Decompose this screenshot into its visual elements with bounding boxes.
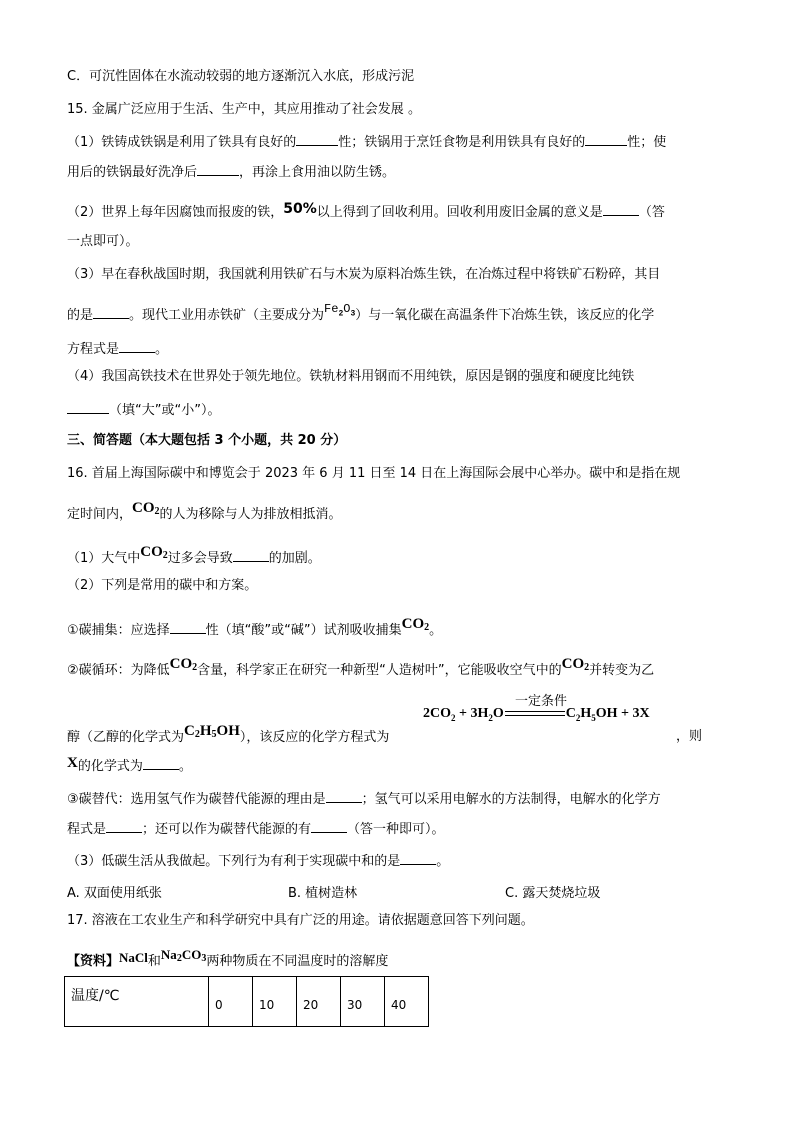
text: 的人为移除与人为排放相抵消。: [159, 507, 342, 522]
text: 的化学式为: [77, 759, 143, 774]
question-16-carbon-cycle: [67, 656, 655, 682]
text: 用后的铁锅最好洗净后: [67, 165, 198, 180]
text: （答: [638, 205, 665, 220]
variable-x: X: [67, 755, 78, 771]
question-16-carbon-cycle-cont: [67, 723, 390, 749]
text: 定时间内，: [67, 507, 133, 522]
question-15-part-4-cont: [67, 401, 220, 419]
text: ③碳替代：选用氢气作为碳替代能源的理由是: [67, 792, 326, 807]
text: （填“大”或“小”）。: [109, 403, 221, 418]
text: ）与一氧化碳在高温条件下冶炼生铁，该反应的化学: [355, 308, 655, 323]
question-16-x-formula: [67, 757, 192, 775]
formula-fe2o3: $Fe_2O_3$: [324, 302, 356, 319]
text: 两种物质在不同温度时的溶解度: [206, 954, 389, 969]
question-16-carbon-substitute: [67, 790, 661, 808]
reaction-condition: 一定条件: [515, 694, 568, 709]
question-15-part-1-cont: [67, 163, 395, 181]
text: 并转变为乙: [589, 663, 655, 678]
text: ②碳循环：为降低: [67, 663, 170, 678]
answer-blank[interactable]: [326, 790, 362, 803]
answer-blank[interactable]: [400, 852, 436, 865]
text: 性；铁锅用于烹饪食物是利用铁具有良好的: [338, 135, 586, 150]
answer-blank[interactable]: [106, 820, 142, 833]
text: ，再涂上食用油以防生锈。: [239, 165, 396, 180]
text: 和: [147, 954, 161, 969]
text: 性；使: [627, 135, 667, 150]
text: ；氢气可以采用电解水的方法制得，电解水的化学方: [361, 792, 661, 807]
formula-co2: $CO_2$: [132, 500, 160, 517]
question-15-part-2-cont: 一点即可）。: [67, 234, 139, 249]
question-16-carbon-capture: [67, 616, 443, 642]
text: ；还可以作为碳替代能源的有: [142, 822, 312, 837]
text: 醇（乙醇的化学式为: [67, 730, 185, 745]
equals-sign: [505, 711, 565, 716]
section-3-heading: 三、简答题（本大题包括 3 个小题，共 20 分）: [67, 433, 347, 448]
text: 。: [178, 759, 192, 774]
answer-blank[interactable]: [67, 401, 109, 414]
question-15-part-3: （3）早在春秋战国时期，我国就利用铁矿石与木炭为原料冶炼生铁，在冶炼过程中将铁矿石粉碎，其目: [67, 267, 661, 282]
text: ，则: [676, 729, 703, 744]
question-14-option-c: C．可沉性固体在水流动较弱的地方逐渐沉入水底，形成污泥: [67, 69, 415, 84]
question-16-part-1: [67, 544, 321, 570]
table-row: [65, 977, 429, 1027]
solubility-table: [64, 976, 429, 1027]
question-15-title: 15. 金属广泛应用于生活、生产中，其应用推动了社会发展 。: [67, 102, 421, 117]
question-17-info: [67, 947, 389, 973]
text: 含量，科学家正在研究一种新型“人造树叶”，它能吸收空气中的: [197, 663, 562, 678]
option-c[interactable]: C. 露天焚烧垃圾: [505, 886, 601, 901]
text: 过多会导致: [167, 551, 233, 566]
option-b[interactable]: B. 植树造林: [288, 886, 358, 901]
question-15-part-2: [67, 203, 665, 221]
text: 程式是: [67, 822, 107, 837]
answer-blank[interactable]: [170, 621, 206, 634]
formula-nacl: NaCl: [119, 950, 148, 965]
question-16-part-3: [67, 852, 449, 870]
text: （1）铁铸成铁锅是利用了铁具有良好的: [67, 135, 297, 150]
question-15-part-4: （4）我国高铁技术在世界处于领先地位。铁轨材料用钢而不用纯铁，原因是钢的强度和硬度比纯铁: [67, 369, 635, 384]
question-16-intro-cont: [67, 500, 342, 526]
text: 。现代工业用赤铁矿（主要成分为: [129, 308, 325, 323]
table-cell: 30: [341, 977, 385, 1027]
formula-co2: $CO_2$: [561, 656, 590, 673]
text: ①碳捕集：应选择: [67, 623, 170, 638]
option-a[interactable]: A. 双面使用纸张: [67, 886, 162, 901]
answer-blank[interactable]: [233, 549, 269, 562]
text: 的是: [67, 308, 94, 323]
text: 以上得到了回收利用。回收利用废旧金属的意义是: [316, 205, 603, 220]
answer-blank[interactable]: [296, 133, 338, 146]
question-16-intro: 16. 首届上海国际碳中和博览会于 2023 年 6 月 11 日至 14 日在上海国际会展中心举办。碳中和是指在规: [67, 466, 681, 481]
question-16-part-2: （2）下列是常用的碳中和方案。: [67, 578, 258, 593]
text: （2）世界上每年因腐蚀而报废的铁，: [67, 205, 284, 220]
table-cell: 0: [209, 977, 253, 1027]
text: 的加剧。: [268, 551, 321, 566]
answer-blank[interactable]: [143, 757, 179, 770]
table-cell: 40: [385, 977, 429, 1027]
table-cell: 20: [297, 977, 341, 1027]
question-15-part-3-cont2: [67, 340, 168, 358]
answer-blank[interactable]: [603, 203, 639, 216]
answer-blank[interactable]: [311, 820, 347, 833]
text: 。: [429, 623, 443, 638]
answer-blank[interactable]: [119, 340, 155, 353]
formula-ethanol: $C_2H_5OH$: [184, 723, 240, 740]
formula-co2: $CO_2$: [140, 544, 168, 561]
answer-blank[interactable]: [585, 133, 627, 146]
formula-co2: $CO_2$: [169, 656, 198, 673]
percent-value: 50%: [283, 201, 317, 217]
question-16-carbon-substitute-cont: [67, 820, 445, 838]
text: 方程式是: [67, 342, 120, 357]
text: （3）低碳生活从我做起。下列行为有利于实现碳中和的是: [67, 854, 401, 869]
answer-blank[interactable]: [93, 306, 129, 319]
answer-blank[interactable]: [197, 163, 239, 176]
text: 性（填“酸”或“碱”）试剂吸收捕集: [205, 623, 402, 638]
table-cell: 10: [253, 977, 297, 1027]
text: 。: [436, 854, 450, 869]
text: 。: [155, 342, 169, 357]
question-15-part-1: [67, 133, 666, 151]
text: ），该反应的化学方程式为: [239, 730, 390, 745]
formula-co2: $CO_2$: [401, 616, 430, 633]
equation-body: $2CO_2 + 3H_2O$ $C_2H_5OH + 3X$: [423, 706, 650, 723]
formula-na2co3: $Na_2CO_3$: [160, 947, 207, 964]
question-17-intro: 17. 溶液在工农业生产和科学研究中具有广泛的用途。请依据题意回答下列问题。: [67, 913, 534, 928]
info-label: 【资料】: [67, 954, 120, 969]
text: （1）大气中: [67, 551, 141, 566]
text: （答一种即可）。: [347, 822, 445, 837]
question-15-part-3-cont: [67, 302, 655, 329]
table-header-temperature: 温度/℃: [65, 977, 209, 1027]
